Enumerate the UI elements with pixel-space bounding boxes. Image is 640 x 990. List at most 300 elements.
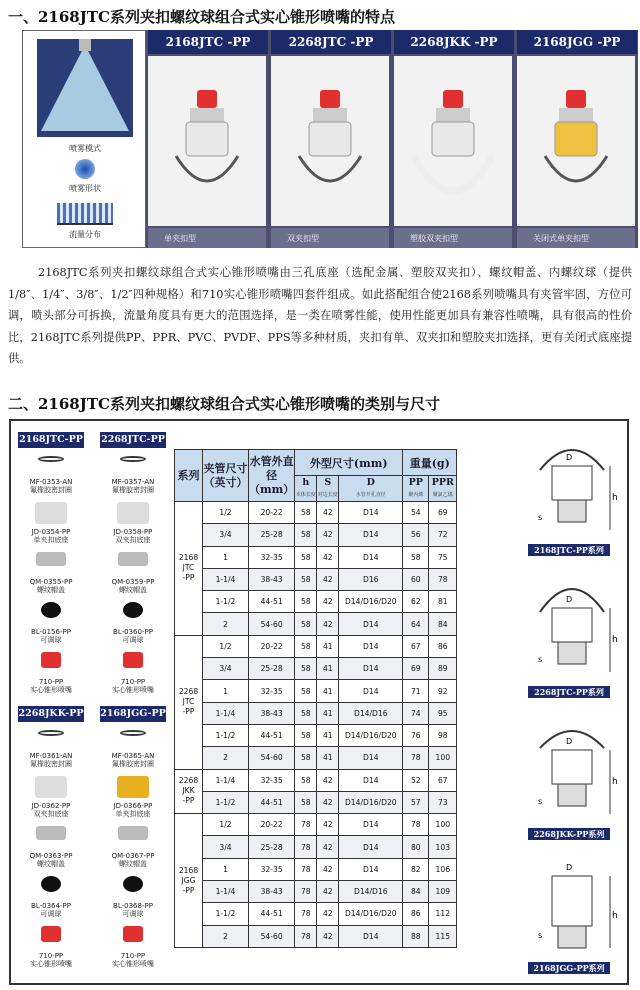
- part-name: 氟橡胶密封圈: [112, 486, 154, 494]
- nozzle-icon: [148, 56, 266, 226]
- table-cell: 78: [295, 814, 317, 836]
- drawing-svg: [522, 848, 622, 960]
- part-code: MF-0361-AN: [29, 752, 73, 760]
- table-cell: 88: [403, 925, 429, 947]
- table-cell: 42: [317, 769, 339, 791]
- table-cell: 60: [403, 568, 429, 590]
- dim-s: s: [538, 655, 543, 664]
- table-row: [175, 702, 457, 724]
- product-column: [146, 30, 268, 248]
- spray-info-box: [22, 30, 146, 248]
- table-cell: 82: [403, 858, 429, 880]
- table-cell: 86: [403, 903, 429, 925]
- flow-distribution-icon: [57, 203, 113, 225]
- part-code: 710-PP: [120, 952, 146, 960]
- table-row: [175, 502, 457, 524]
- table-cell: 42: [317, 546, 339, 568]
- table-cell: 78: [295, 858, 317, 880]
- part-icon: [123, 652, 143, 668]
- part-icon: [41, 876, 61, 892]
- table-cell: 42: [317, 502, 339, 524]
- table-cell: 74: [403, 702, 429, 724]
- table-cell: 52: [403, 769, 429, 791]
- part-label: [11, 678, 91, 694]
- table-cell: 58: [295, 747, 317, 769]
- part-name: 实心锥形喷嘴: [30, 960, 72, 968]
- table-cell: 58: [295, 680, 317, 702]
- part-icon: [38, 730, 64, 736]
- part-label: [93, 628, 173, 644]
- spray-mode-label: 喷雾模式: [69, 144, 101, 153]
- dim-s: s: [538, 797, 543, 806]
- part-name: 可调球: [122, 910, 144, 918]
- th-clamp: 夹管尺寸（英寸）: [203, 450, 249, 502]
- th-pp: PP 聚丙烯: [403, 476, 429, 502]
- table-row: [175, 925, 457, 947]
- table-cell: 42: [317, 881, 339, 903]
- table-cell: 58: [295, 791, 317, 813]
- table-cell: 41: [317, 658, 339, 680]
- drawing-label: 2168JTC-PP系列: [528, 544, 610, 556]
- table-cell: 78: [295, 881, 317, 903]
- part-code: MF-0365-AN: [111, 752, 155, 760]
- part-code: BL-0360-PP: [113, 628, 153, 636]
- part-name: 可调球: [40, 636, 62, 644]
- caption-bar: [148, 228, 266, 248]
- table-cell: D14: [339, 680, 403, 702]
- table-cell: 3/4: [203, 836, 249, 858]
- table-row: [175, 903, 457, 925]
- table-cell: 3/4: [203, 524, 249, 546]
- part-code: QM-0355-PP: [29, 578, 73, 586]
- table-cell: 58: [403, 546, 429, 568]
- flow-distribution-label: 流量分布: [69, 230, 101, 239]
- table-cell: D14: [339, 502, 403, 524]
- table-cell: D14/D16: [339, 702, 403, 724]
- table-cell: 76: [403, 724, 429, 746]
- table-cell: D14/D16/D20: [339, 791, 403, 813]
- part-set-header: 2168JTC-PP: [18, 432, 84, 448]
- dim-d: D: [566, 595, 573, 604]
- part-name: 单夹扣底座: [115, 810, 151, 818]
- table-cell: 25-28: [249, 836, 295, 858]
- part-name: 氟橡胶密封圈: [30, 760, 72, 768]
- th-weight: 重量(g): [403, 450, 457, 476]
- part-label: [11, 952, 91, 968]
- table-cell: 86: [429, 635, 457, 657]
- section2-title: 二、2168JTC系列夹扣螺纹球组合式实心锥形喷嘴的类别与尺寸: [8, 395, 440, 413]
- table-row: [175, 591, 457, 613]
- table-cell: 42: [317, 925, 339, 947]
- table-cell: D14: [339, 613, 403, 635]
- part-label: [93, 852, 173, 868]
- spray-shape-icon: [75, 159, 95, 179]
- product-name: 2168JGG -PP: [515, 30, 637, 54]
- drawing-label: 2168JGG-PP系列: [528, 962, 610, 974]
- table-cell: 81: [429, 591, 457, 613]
- table-cell: 103: [429, 836, 457, 858]
- table-cell: 106: [429, 858, 457, 880]
- table-cell: 54-60: [249, 925, 295, 947]
- table-cell: 100: [429, 814, 457, 836]
- table-cell: 67: [403, 635, 429, 657]
- part-code: QM-0363-PP: [29, 852, 73, 860]
- part-name: 双夹扣底座: [33, 810, 69, 818]
- table-cell: D14/D16: [339, 881, 403, 903]
- dim-s: s: [538, 931, 543, 940]
- th-series: 系列: [175, 450, 203, 502]
- part-code: BL-0156-PP: [31, 628, 71, 636]
- part-code: JD-0358-PP: [113, 528, 153, 536]
- nozzle-icon: [517, 56, 635, 226]
- product-photo: [394, 56, 512, 226]
- part-icon: [36, 826, 66, 840]
- table-cell: D14: [339, 524, 403, 546]
- table-cell: 84: [429, 613, 457, 635]
- section1-title: 一、2168JTC系列夹扣螺纹球组合式实心锥形喷嘴的特点: [8, 8, 395, 26]
- dim-h: h: [612, 493, 618, 503]
- th-s: S 对边长度: [317, 476, 339, 502]
- part-label: [93, 528, 173, 544]
- table-cell: D14/D16/D20: [339, 724, 403, 746]
- series-cell: 2268 JTC -PP: [175, 635, 203, 769]
- caption-bar: [271, 228, 389, 248]
- part-code: BL-0368-PP: [113, 902, 153, 910]
- drawing-label: 2268JTC-PP系列: [528, 686, 610, 698]
- table-row: [175, 836, 457, 858]
- table-cell: D14: [339, 546, 403, 568]
- part-name: 实心锥形喷嘴: [112, 960, 154, 968]
- table-cell: 41: [317, 747, 339, 769]
- dim-d: D: [566, 737, 573, 746]
- table-row: [175, 546, 457, 568]
- part-label: [93, 578, 173, 594]
- table-cell: 54-60: [249, 747, 295, 769]
- table-cell: 1/2: [203, 635, 249, 657]
- table-row: [175, 524, 457, 546]
- spray-photo: [37, 39, 133, 137]
- product-caption: 塑胶双夹扣型: [410, 234, 458, 243]
- product-photo: [271, 56, 389, 226]
- table-cell: 75: [429, 546, 457, 568]
- table-row: [175, 680, 457, 702]
- table-cell: 72: [429, 524, 457, 546]
- table-row: [175, 747, 457, 769]
- product-caption: 单夹扣型: [164, 234, 196, 243]
- table-cell: D14: [339, 814, 403, 836]
- part-icon: [41, 602, 61, 618]
- part-set-header: 2268JTC-PP: [100, 432, 166, 448]
- part-name: 螺纹帽盖: [119, 586, 147, 594]
- th-dims: 外型尺寸(mm): [295, 450, 403, 476]
- dim-h: h: [612, 911, 618, 921]
- table-cell: 78: [403, 814, 429, 836]
- nozzle-icon: [271, 56, 389, 226]
- features-panel: [22, 30, 638, 248]
- caption-bar: [517, 228, 635, 248]
- table-cell: 42: [317, 613, 339, 635]
- part-label: [93, 678, 173, 694]
- table-cell: 1: [203, 680, 249, 702]
- table-row: [175, 568, 457, 590]
- table-cell: 62: [403, 591, 429, 613]
- drawing-svg: [522, 572, 622, 684]
- part-icon: [38, 456, 64, 462]
- table-cell: 69: [429, 502, 457, 524]
- table-cell: 58: [295, 769, 317, 791]
- table-cell: 58: [295, 613, 317, 635]
- table-row: [175, 791, 457, 813]
- table-cell: 44-51: [249, 591, 295, 613]
- table-cell: 1-1/4: [203, 702, 249, 724]
- table-cell: 100: [429, 747, 457, 769]
- table-cell: 95: [429, 702, 457, 724]
- part-label: [11, 478, 91, 494]
- table-row: [175, 769, 457, 791]
- table-cell: 1-1/4: [203, 769, 249, 791]
- table-cell: 2: [203, 747, 249, 769]
- table-cell: 115: [429, 925, 457, 947]
- part-label: [11, 852, 91, 868]
- table-cell: 78: [403, 747, 429, 769]
- table-cell: 89: [429, 658, 457, 680]
- drawing-svg: [522, 714, 622, 826]
- table-cell: 58: [295, 524, 317, 546]
- table-cell: 20-22: [249, 635, 295, 657]
- table-cell: D14: [339, 925, 403, 947]
- product-caption: 关闭式单夹扣型: [533, 234, 589, 243]
- table-cell: 57: [403, 791, 429, 813]
- part-label: [11, 902, 91, 918]
- part-icon: [36, 552, 66, 566]
- part-code: QM-0359-PP: [111, 578, 155, 586]
- part-name: 螺纹帽盖: [37, 860, 65, 868]
- table-cell: 42: [317, 903, 339, 925]
- table-row: [175, 814, 457, 836]
- drawing-svg: [522, 430, 622, 542]
- table-cell: 41: [317, 635, 339, 657]
- table-cell: 56: [403, 524, 429, 546]
- series-cell: 2168 JTC -PP: [175, 502, 203, 636]
- dim-h: h: [612, 635, 618, 645]
- part-code: 710-PP: [120, 678, 146, 686]
- product-photo: [148, 56, 266, 226]
- th-pipe: 水管外直径（mm）: [249, 450, 295, 502]
- part-code: 710-PP: [38, 678, 64, 686]
- table-cell: 71: [403, 680, 429, 702]
- table-cell: D14: [339, 836, 403, 858]
- table-cell: 38-43: [249, 568, 295, 590]
- product-name: 2268JTC -PP: [269, 30, 391, 54]
- table-cell: 32-35: [249, 769, 295, 791]
- product-column: [269, 30, 391, 248]
- table-cell: 1-1/2: [203, 791, 249, 813]
- table-cell: D14: [339, 858, 403, 880]
- part-label: [93, 802, 173, 818]
- part-name: 螺纹帽盖: [37, 586, 65, 594]
- table-cell: D14: [339, 635, 403, 657]
- table-cell: 38-43: [249, 881, 295, 903]
- table-cell: 38-43: [249, 702, 295, 724]
- table-cell: 41: [317, 724, 339, 746]
- table-cell: 1-1/2: [203, 724, 249, 746]
- part-name: 实心锥形喷嘴: [112, 686, 154, 694]
- caption-bar: [394, 228, 512, 248]
- table-cell: 41: [317, 702, 339, 724]
- part-code: 710-PP: [38, 952, 64, 960]
- table-cell: 44-51: [249, 791, 295, 813]
- product-name: 2268JKK -PP: [392, 30, 514, 54]
- table-cell: 25-28: [249, 524, 295, 546]
- table-cell: 2: [203, 925, 249, 947]
- table-cell: 109: [429, 881, 457, 903]
- table-cell: D14: [339, 769, 403, 791]
- table-cell: 112: [429, 903, 457, 925]
- table-row: [175, 724, 457, 746]
- part-label: [93, 478, 173, 494]
- table-cell: D16: [339, 568, 403, 590]
- table-cell: 58: [295, 591, 317, 613]
- table-cell: 58: [295, 724, 317, 746]
- spec-table: [174, 449, 457, 948]
- table-cell: 1/2: [203, 502, 249, 524]
- part-icon: [123, 602, 143, 618]
- table-cell: 42: [317, 791, 339, 813]
- series-cell: 2168 JGG -PP: [175, 814, 203, 948]
- part-code: JD-0354-PP: [31, 528, 71, 536]
- table-cell: 42: [317, 836, 339, 858]
- table-row: [175, 658, 457, 680]
- table-row: [175, 881, 457, 903]
- part-icon: [117, 776, 149, 798]
- part-label: [11, 752, 91, 768]
- part-name: 氟橡胶密封圈: [30, 486, 72, 494]
- product-photo: [517, 56, 635, 226]
- table-cell: 58: [295, 568, 317, 590]
- table-cell: 1: [203, 546, 249, 568]
- part-icon: [118, 826, 148, 840]
- table-cell: 42: [317, 568, 339, 590]
- table-cell: 20-22: [249, 502, 295, 524]
- part-label: [11, 528, 91, 544]
- table-cell: 3/4: [203, 658, 249, 680]
- table-row: [175, 613, 457, 635]
- part-icon: [117, 502, 149, 524]
- table-cell: 54-60: [249, 613, 295, 635]
- table-cell: 42: [317, 591, 339, 613]
- part-code: MF-0353-AN: [29, 478, 73, 486]
- product-name: 2168JTC -PP: [146, 30, 268, 54]
- table-cell: 78: [295, 903, 317, 925]
- part-label: [93, 752, 173, 768]
- table-cell: 73: [429, 791, 457, 813]
- table-cell: 42: [317, 524, 339, 546]
- product-column: [515, 30, 637, 248]
- table-cell: 20-22: [249, 814, 295, 836]
- part-label: [93, 902, 173, 918]
- th-ppr: PPR 聚氯乙烯: [429, 476, 457, 502]
- part-icon: [120, 456, 146, 462]
- table-cell: 1-1/4: [203, 568, 249, 590]
- table-cell: 78: [429, 568, 457, 590]
- part-label: [11, 628, 91, 644]
- product-column: [392, 30, 514, 248]
- part-icon: [123, 876, 143, 892]
- table-cell: 64: [403, 613, 429, 635]
- table-cell: 1/2: [203, 814, 249, 836]
- part-icon: [120, 730, 146, 736]
- table-cell: 67: [429, 769, 457, 791]
- table-cell: 78: [295, 925, 317, 947]
- spray-shape-label: 喷雾形状: [69, 184, 101, 193]
- table-cell: D14/D16/D20: [339, 903, 403, 925]
- table-cell: 58: [295, 702, 317, 724]
- part-code: JD-0362-PP: [31, 802, 71, 810]
- part-icon: [35, 776, 67, 798]
- table-cell: 80: [403, 836, 429, 858]
- table-cell: 58: [295, 635, 317, 657]
- table-cell: 92: [429, 680, 457, 702]
- table-cell: 32-35: [249, 546, 295, 568]
- part-name: 实心锥形喷嘴: [30, 686, 72, 694]
- part-icon: [41, 926, 61, 942]
- table-row: [175, 858, 457, 880]
- table-cell: 32-35: [249, 680, 295, 702]
- part-name: 可调球: [122, 636, 144, 644]
- table-cell: 1: [203, 858, 249, 880]
- th-h: h 本体长度: [295, 476, 317, 502]
- table-cell: D14: [339, 658, 403, 680]
- dim-d: D: [566, 863, 573, 872]
- part-name: 双夹扣底座: [115, 536, 151, 544]
- table-cell: 44-51: [249, 724, 295, 746]
- table-cell: 42: [317, 814, 339, 836]
- table-cell: 1-1/4: [203, 881, 249, 903]
- part-code: QM-0367-PP: [111, 852, 155, 860]
- table-cell: 44-51: [249, 903, 295, 925]
- dim-h: h: [612, 777, 618, 787]
- table-cell: 42: [317, 858, 339, 880]
- part-code: MF-0357-AN: [111, 478, 155, 486]
- part-code: JD-0366-PP: [113, 802, 153, 810]
- table-cell: 41: [317, 680, 339, 702]
- part-icon: [118, 552, 148, 566]
- product-caption: 双夹扣型: [287, 234, 319, 243]
- table-cell: 25-28: [249, 658, 295, 680]
- table-cell: 58: [295, 658, 317, 680]
- table-cell: 2: [203, 613, 249, 635]
- table-cell: D14/D16/D20: [339, 591, 403, 613]
- drawing-label: 2268JKK-PP系列: [528, 828, 610, 840]
- dim-d: D: [566, 453, 573, 462]
- part-icon: [41, 652, 61, 668]
- part-label: [93, 952, 173, 968]
- table-cell: 58: [295, 502, 317, 524]
- table-cell: 69: [403, 658, 429, 680]
- part-label: [11, 578, 91, 594]
- part-name: 氟橡胶密封圈: [112, 760, 154, 768]
- table-row: [175, 635, 457, 657]
- part-icon: [123, 926, 143, 942]
- table-cell: 54: [403, 502, 429, 524]
- part-set-header: 2268JKK-PP: [18, 706, 84, 722]
- table-cell: 32-35: [249, 858, 295, 880]
- part-code: BL-0364-PP: [31, 902, 71, 910]
- part-set-header: 2168JGG-PP: [100, 706, 166, 722]
- table-cell: D14: [339, 747, 403, 769]
- series-cell: 2268 JKK -PP: [175, 769, 203, 814]
- part-icon: [35, 502, 67, 524]
